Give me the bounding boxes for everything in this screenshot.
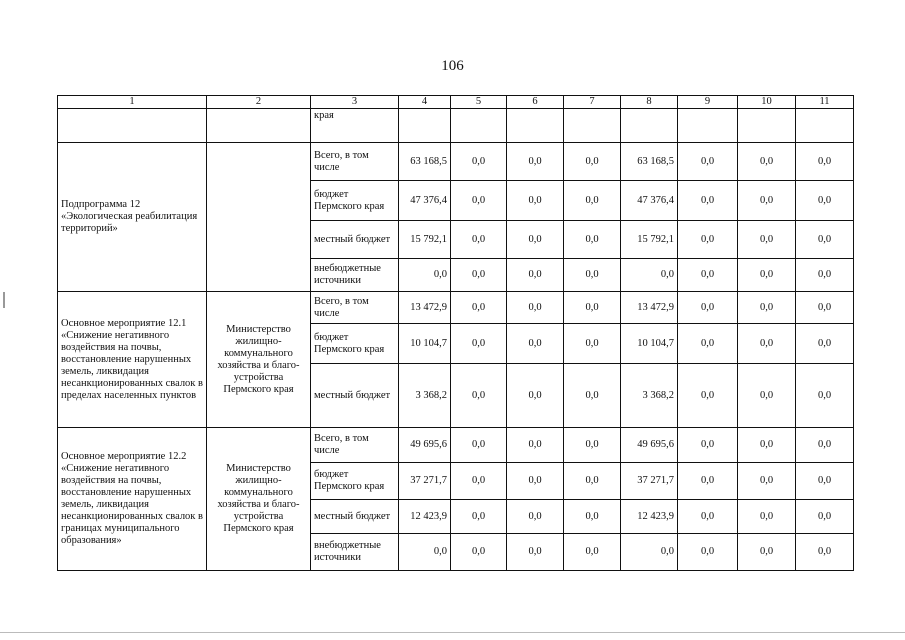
funding-source-cell: Всего, в том числе bbox=[311, 143, 399, 181]
amount-cell: 13 472,9 bbox=[621, 292, 678, 324]
amount-cell: 0,0 bbox=[451, 259, 507, 292]
amount-cell: 0,0 bbox=[507, 221, 564, 259]
column-number: 7 bbox=[564, 96, 621, 109]
responsible-cell: Министерство жилищно-коммунального хозяйства и благо-устройства Пермского края bbox=[207, 428, 311, 571]
amount-cell: 0,0 bbox=[399, 534, 451, 571]
amount-cell: 0,0 bbox=[507, 534, 564, 571]
amount-cell: 0,0 bbox=[796, 181, 854, 221]
amount-cell: 0,0 bbox=[796, 259, 854, 292]
amount-cell: 0,0 bbox=[564, 259, 621, 292]
amount-cell: 0,0 bbox=[738, 534, 796, 571]
amount-cell: 0,0 bbox=[678, 221, 738, 259]
amount-cell: 0,0 bbox=[678, 500, 738, 534]
amount-cell: 37 271,7 bbox=[621, 463, 678, 500]
responsible-cell bbox=[207, 143, 311, 292]
amount-cell: 0,0 bbox=[621, 259, 678, 292]
empty-cell bbox=[796, 109, 854, 143]
source-cell: края bbox=[311, 109, 399, 143]
empty-cell bbox=[58, 109, 207, 143]
amount-cell: 0,0 bbox=[564, 428, 621, 463]
table-row bbox=[58, 292, 854, 324]
empty-cell bbox=[564, 109, 621, 143]
amount-cell: 37 271,7 bbox=[399, 463, 451, 500]
page-number: 106 bbox=[441, 58, 464, 74]
amount-cell: 3 368,2 bbox=[399, 364, 451, 428]
funding-source-cell: бюджет Пермского края bbox=[311, 324, 399, 364]
amount-cell: 0,0 bbox=[738, 292, 796, 324]
amount-cell: 0,0 bbox=[796, 364, 854, 428]
amount-cell: 12 423,9 bbox=[399, 500, 451, 534]
amount-cell: 0,0 bbox=[796, 428, 854, 463]
amount-cell: 0,0 bbox=[738, 500, 796, 534]
amount-cell: 0,0 bbox=[738, 463, 796, 500]
responsible-cell: Министерство жилищно-коммунального хозяйства и благо-устройства Пермского края bbox=[207, 292, 311, 428]
amount-cell: 0,0 bbox=[678, 181, 738, 221]
amount-cell: 0,0 bbox=[678, 428, 738, 463]
column-number: 9 bbox=[678, 96, 738, 109]
amount-cell: 0,0 bbox=[507, 324, 564, 364]
amount-cell: 0,0 bbox=[451, 534, 507, 571]
amount-cell: 10 104,7 bbox=[399, 324, 451, 364]
amount-cell: 0,0 bbox=[678, 259, 738, 292]
amount-cell: 0,0 bbox=[796, 463, 854, 500]
amount-cell: 0,0 bbox=[564, 221, 621, 259]
amount-cell: 0,0 bbox=[796, 143, 854, 181]
amount-cell: 0,0 bbox=[621, 534, 678, 571]
amount-cell: 0,0 bbox=[564, 292, 621, 324]
amount-cell: 0,0 bbox=[451, 143, 507, 181]
column-number: 3 bbox=[311, 96, 399, 109]
scan-edge-mark bbox=[3, 292, 5, 308]
amount-cell: 0,0 bbox=[678, 534, 738, 571]
amount-cell: 0,0 bbox=[678, 292, 738, 324]
continuation-row bbox=[58, 109, 854, 143]
column-number: 2 bbox=[207, 96, 311, 109]
amount-cell: 0,0 bbox=[507, 292, 564, 324]
empty-cell bbox=[678, 109, 738, 143]
program-name-cell: Подпрограмма 12 «Экологическая реабилитация территорий» bbox=[58, 143, 207, 292]
amount-cell: 3 368,2 bbox=[621, 364, 678, 428]
budget-table bbox=[57, 95, 854, 571]
amount-cell: 0,0 bbox=[451, 500, 507, 534]
amount-cell: 0,0 bbox=[451, 428, 507, 463]
empty-cell bbox=[207, 109, 311, 143]
program-name-cell: Основное мероприятие 12.2 «Снижение негативного воздействия на почвы, восстановление нарушенных земель, ликвидация несанкционированных свалок в границах муниципального образования» bbox=[58, 428, 207, 571]
column-number: 1 bbox=[58, 96, 207, 109]
amount-cell: 63 168,5 bbox=[621, 143, 678, 181]
amount-cell: 63 168,5 bbox=[399, 143, 451, 181]
amount-cell: 0,0 bbox=[738, 221, 796, 259]
funding-source-cell: внебюджетные источники bbox=[311, 534, 399, 571]
amount-cell: 0,0 bbox=[796, 221, 854, 259]
amount-cell: 0,0 bbox=[738, 259, 796, 292]
table-row bbox=[58, 428, 854, 463]
empty-cell bbox=[738, 109, 796, 143]
amount-cell: 0,0 bbox=[738, 324, 796, 364]
amount-cell: 0,0 bbox=[399, 259, 451, 292]
amount-cell: 0,0 bbox=[738, 181, 796, 221]
amount-cell: 0,0 bbox=[507, 463, 564, 500]
amount-cell: 0,0 bbox=[678, 364, 738, 428]
column-number: 5 bbox=[451, 96, 507, 109]
amount-cell: 0,0 bbox=[564, 534, 621, 571]
amount-cell: 0,0 bbox=[451, 364, 507, 428]
amount-cell: 0,0 bbox=[507, 181, 564, 221]
program-name-cell: Основное мероприятие 12.1 «Снижение негативного воздействия на почвы, восстановление нарушенных земель, ликвидация несанкционированных свалок в пределах населенных пунктов bbox=[58, 292, 207, 428]
column-number: 8 bbox=[621, 96, 678, 109]
funding-source-cell: Всего, в том числе bbox=[311, 292, 399, 324]
amount-cell: 0,0 bbox=[678, 463, 738, 500]
amount-cell: 15 792,1 bbox=[399, 221, 451, 259]
amount-cell: 0,0 bbox=[451, 292, 507, 324]
empty-cell bbox=[507, 109, 564, 143]
amount-cell: 47 376,4 bbox=[621, 181, 678, 221]
amount-cell: 0,0 bbox=[451, 221, 507, 259]
amount-cell: 0,0 bbox=[564, 500, 621, 534]
funding-source-cell: местный бюджет bbox=[311, 221, 399, 259]
funding-source-cell: Всего, в том числе bbox=[311, 428, 399, 463]
amount-cell: 0,0 bbox=[564, 364, 621, 428]
funding-source-cell: местный бюджет bbox=[311, 364, 399, 428]
column-number: 4 bbox=[399, 96, 451, 109]
amount-cell: 0,0 bbox=[678, 324, 738, 364]
amount-cell: 49 695,6 bbox=[621, 428, 678, 463]
amount-cell: 0,0 bbox=[796, 534, 854, 571]
amount-cell: 0,0 bbox=[507, 259, 564, 292]
column-number-row bbox=[58, 96, 854, 109]
funding-source-cell: местный бюджет bbox=[311, 500, 399, 534]
amount-cell: 0,0 bbox=[564, 463, 621, 500]
amount-cell: 13 472,9 bbox=[399, 292, 451, 324]
amount-cell: 0,0 bbox=[451, 181, 507, 221]
amount-cell: 49 695,6 bbox=[399, 428, 451, 463]
table-row bbox=[58, 143, 854, 181]
empty-cell bbox=[451, 109, 507, 143]
amount-cell: 0,0 bbox=[564, 181, 621, 221]
amount-cell: 47 376,4 bbox=[399, 181, 451, 221]
scan-artifact-line bbox=[0, 632, 905, 633]
funding-source-cell: бюджет Пермского края bbox=[311, 463, 399, 500]
empty-cell bbox=[621, 109, 678, 143]
amount-cell: 0,0 bbox=[738, 428, 796, 463]
amount-cell: 0,0 bbox=[507, 428, 564, 463]
amount-cell: 0,0 bbox=[796, 292, 854, 324]
amount-cell: 0,0 bbox=[796, 500, 854, 534]
amount-cell: 0,0 bbox=[507, 364, 564, 428]
funding-source-cell: внебюджетные источники bbox=[311, 259, 399, 292]
column-number: 11 bbox=[796, 96, 854, 109]
amount-cell: 12 423,9 bbox=[621, 500, 678, 534]
amount-cell: 0,0 bbox=[507, 500, 564, 534]
amount-cell: 15 792,1 bbox=[621, 221, 678, 259]
amount-cell: 0,0 bbox=[796, 324, 854, 364]
amount-cell: 0,0 bbox=[678, 143, 738, 181]
amount-cell: 0,0 bbox=[451, 463, 507, 500]
empty-cell bbox=[399, 109, 451, 143]
amount-cell: 0,0 bbox=[564, 324, 621, 364]
amount-cell: 0,0 bbox=[738, 143, 796, 181]
amount-cell: 0,0 bbox=[564, 143, 621, 181]
amount-cell: 10 104,7 bbox=[621, 324, 678, 364]
funding-source-cell: бюджет Пермского края bbox=[311, 181, 399, 221]
column-number: 10 bbox=[738, 96, 796, 109]
amount-cell: 0,0 bbox=[507, 143, 564, 181]
amount-cell: 0,0 bbox=[451, 324, 507, 364]
table-body bbox=[58, 96, 854, 571]
column-number: 6 bbox=[507, 96, 564, 109]
amount-cell: 0,0 bbox=[738, 364, 796, 428]
